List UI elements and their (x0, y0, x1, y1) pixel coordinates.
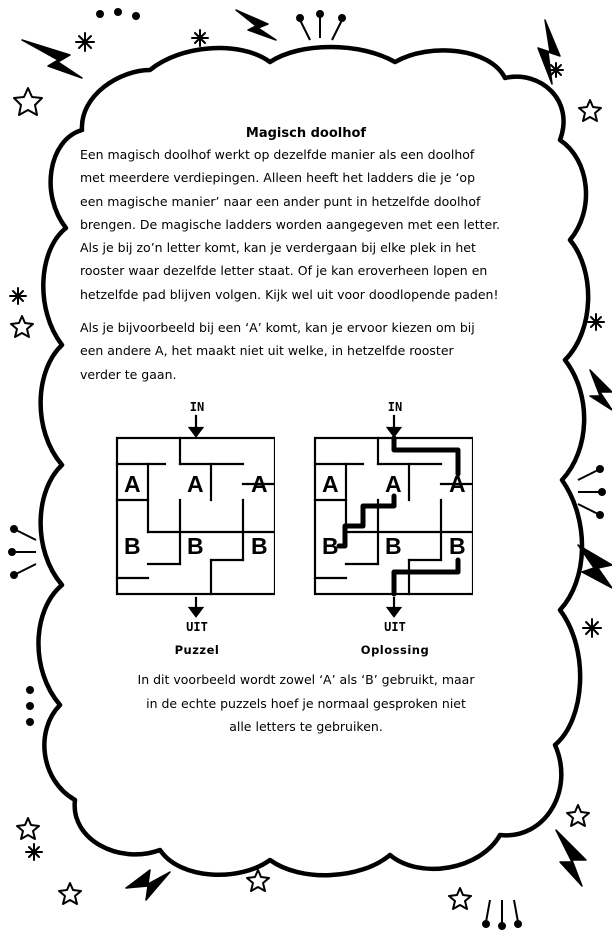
star-icon (567, 805, 589, 826)
text-line: rooster waar dezelfde letter staat. Of je kan eroverheen lopen en (80, 263, 488, 279)
maze-letter: B (322, 533, 339, 559)
burst-icon (483, 900, 521, 929)
sparkle-icon (192, 30, 208, 46)
maze-caption: Puzzel (174, 643, 220, 657)
maze-letter: B (124, 533, 141, 559)
star-icon (449, 888, 471, 909)
puzzle-maze (115, 400, 275, 660)
maze-letter: B (187, 533, 204, 559)
page-title: Magisch doolhof (245, 126, 367, 141)
text-line: In dit voorbeeld wordt zowel ‘A’ als ‘B’ gebruikt, maar (137, 672, 475, 687)
footer-note (90, 668, 522, 739)
text-line: brengen. De magische ladders worden aangegeven met een letter. (80, 216, 501, 232)
maze-in-label: IN (387, 400, 403, 414)
dot-icon (26, 702, 34, 710)
burst-icon (578, 466, 605, 518)
maze-letter: B (385, 533, 402, 559)
lightning-icon (126, 870, 170, 900)
text-line: met meerdere verdiepingen. Alleen heeft het ladders die je ‘op (80, 170, 476, 186)
text-line: alle letters te gebruiken. (229, 719, 383, 734)
burst-icon (9, 526, 36, 578)
lightning-icon (590, 370, 612, 410)
maze-letter: A (187, 471, 204, 497)
maze-out-label: UIT (384, 620, 406, 634)
text-line: Als je bijvoorbeeld bij een ‘A’ komt, kan je ervoor kiezen om bij (80, 320, 475, 336)
dot-icon (26, 718, 34, 726)
text-line: Een magisch doolhof werkt op dezelfde manier als een doolhof (80, 147, 475, 162)
sparkle-icon (588, 314, 604, 330)
solution-maze (313, 400, 473, 660)
star-icon (579, 100, 601, 121)
star-icon (247, 870, 269, 891)
solution-grid (313, 400, 473, 640)
lightning-icon (22, 40, 82, 78)
sparkle-icon (76, 33, 94, 51)
puzzle-grid (115, 400, 275, 640)
maze-letter: A (124, 471, 141, 497)
maze-letter: B (251, 533, 268, 559)
star-icon (14, 88, 42, 115)
text-line: Als je bij zo’n letter komt, kan je verdergaan bij elke plek in het (80, 240, 476, 256)
content-area (80, 125, 532, 386)
maze-caption: Oplossing (360, 643, 430, 657)
maze-letter: A (385, 471, 402, 497)
star-icon (11, 316, 33, 337)
maze-letter: B (449, 533, 466, 559)
star-icon (59, 883, 81, 904)
intro-paragraph (80, 143, 532, 306)
lightning-icon (556, 830, 586, 886)
lightning-icon (236, 10, 276, 40)
text-line: verder te gaan. (80, 366, 177, 382)
sparkle-icon (10, 288, 26, 304)
text-line: een andere A, het maakt niet uit welke, in hetzelfde rooster (80, 343, 454, 359)
maze-letter: A (449, 471, 466, 497)
maze-letter: A (251, 471, 268, 497)
example-paragraph (80, 316, 532, 386)
lightning-icon (578, 545, 612, 588)
maze-out-label: UIT (186, 620, 208, 634)
text-line: in de echte puzzels hoef je normaal gesproken niet (146, 695, 466, 711)
text-line: hetzelfde pad blijven volgen. Kijk wel uit voor doodlopende paden! (80, 286, 499, 302)
star-icon (17, 818, 39, 839)
burst-icon (297, 11, 345, 40)
sparkle-icon (26, 844, 42, 860)
maze-letter: A (322, 471, 339, 497)
text-line: een magische manier’ naar een ander punt in hetzelfde doolhof (80, 193, 481, 209)
dot-icon (96, 10, 104, 18)
dot-icon (26, 686, 34, 694)
maze-in-label: IN (189, 400, 205, 414)
sparkle-icon (583, 619, 601, 637)
dot-icon (132, 12, 140, 20)
dot-icon (114, 8, 122, 16)
